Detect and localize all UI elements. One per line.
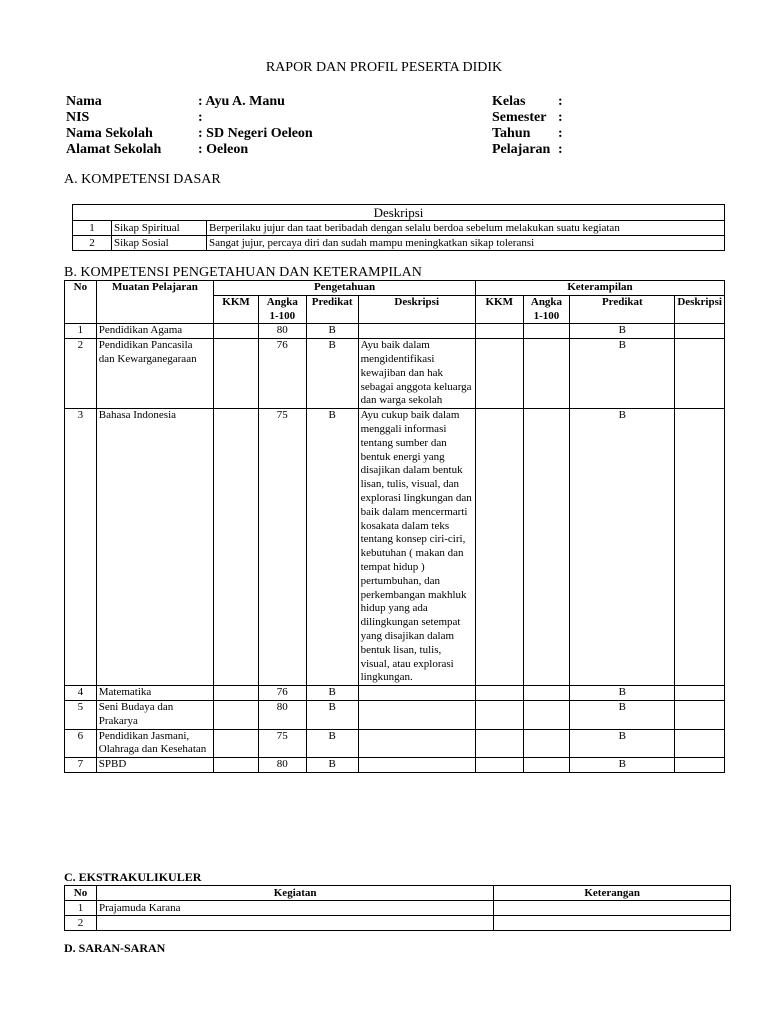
col-no: No	[65, 281, 97, 324]
section-a-heading: A. KOMPETENSI DASAR	[64, 172, 221, 187]
section-b-heading: B. KOMPETENSI PENGETAHUAN DAN KETERAMPILAN	[64, 265, 422, 280]
table-row: 1 Prajamuda Karana	[65, 901, 731, 916]
table-row: 7 SPBD 80 B B	[65, 758, 725, 773]
identity-row-semester: Semester :	[492, 110, 563, 125]
section-d-heading: D. SARAN-SARAN	[64, 941, 166, 955]
identity-row-school: Nama Sekolah : SD Negeri Oeleon	[66, 126, 313, 141]
student-name: Ayu A. Manu	[205, 94, 285, 109]
table-row: 1 Sikap Spiritual Berperilaku jujur dan taat beribadah dengan selalu berdoa sebelum melakukan suatu kegiatan	[73, 221, 725, 236]
table-row: 2 Sikap Sosial Sangat jujur, percaya diri dan sudah mampu meningkatkan sikap toleransi	[73, 236, 725, 251]
identity-row-address: Alamat Sekolah : Oeleon	[66, 142, 249, 157]
grades-table	[64, 280, 725, 773]
identity-row-class: Kelas :	[492, 94, 563, 109]
page-title: RAPOR DAN PROFIL PESERTA DIDIK	[265, 60, 503, 75]
identity-row-lesson: Pelajaran :	[492, 142, 563, 157]
col-subject: Muatan Pelajaran	[96, 281, 213, 324]
col-knowledge: Pengetahuan	[214, 281, 476, 296]
extracurricular-header-row: No Kegiatan Keterangan	[65, 886, 731, 901]
attitude-header: Deskripsi	[73, 205, 725, 221]
table-row: 1 Pendidikan Agama 80 B B	[65, 324, 725, 339]
table-row: 3 Bahasa Indonesia 75 B Ayu cukup baik dalam menggali informasi tentang sumber dan bentuk energi yang disajikan dalam bentuk lisan, tulis, visual, dan explorasi lingkungan dan baik dalam mencermarti kosakata dalam teks tentang konsep ciri-ciri, kebutuhan ( makan dan tempat hidup ) pertumbuhan, dan perkembangan makhluk hidup yang ada dilingkungan setempat yang disajikan dalam bentuk lisan, tulis, visual, atau explorasi lingkungan. B	[65, 409, 725, 686]
extracurricular-table	[64, 885, 731, 931]
identity-right	[492, 94, 563, 158]
table-row: 2	[65, 916, 731, 931]
table-row: 2 Pendidikan Pancasila dan Kewarganegaraan 76 B Ayu baik dalam mengidentifikasi kewajiban dan hak sebagai anggota keluarga dan warga sekolah B	[65, 339, 725, 409]
identity-row-year: Tahun :	[492, 126, 563, 141]
table-row: 6 Pendidikan Jasmani, Olahraga dan Kesehatan 75 B B	[65, 729, 725, 758]
attitude-table	[72, 204, 725, 251]
section-c-heading: C. EKSTRAKULIKULER	[64, 870, 202, 884]
table-row: 4 Matematika 76 B B	[65, 686, 725, 701]
table-row: 5 Seni Budaya dan Prakarya 80 B B	[65, 700, 725, 729]
col-skill: Keterampilan	[475, 281, 724, 296]
identity-row-nis: NIS :	[66, 110, 203, 125]
identity-row-name: Nama : Ayu A. Manu	[66, 94, 285, 109]
school-address: Oeleon	[206, 142, 249, 157]
identity-left	[66, 94, 313, 158]
grades-subheader-row: KKM Angka 1-100 Predikat Deskripsi KKM Angka 1-100 Predikat Deskripsi	[65, 295, 725, 324]
grades-header-row	[65, 281, 725, 296]
school-name: SD Negeri Oeleon	[206, 126, 313, 141]
